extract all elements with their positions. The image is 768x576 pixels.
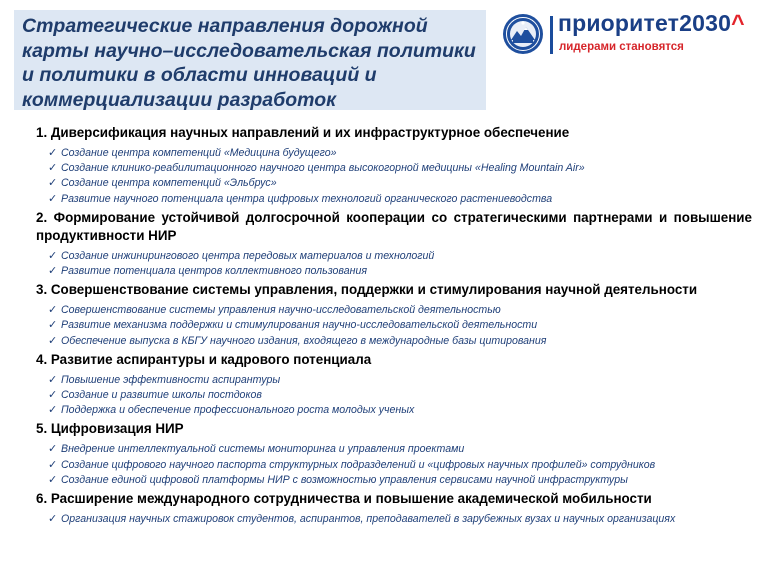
list-item <box>48 334 752 349</box>
section-title: 2. Формирование устойчивой долгосрочной кооперации со стратегическими партнерами и повышение продуктивности НИР <box>36 209 752 243</box>
section-items <box>36 373 752 419</box>
section-title: 4. Развитие аспирантуры и кадрового потенциала <box>36 351 372 367</box>
brand-wordmark <box>558 10 745 37</box>
list-item-text: Создание цифрового научного паспорта структурных подразделений и «цифровых научных профилей» сотрудников <box>61 458 656 471</box>
list-item <box>48 161 752 176</box>
priority-2030-logo <box>502 10 762 60</box>
list-item <box>48 176 752 191</box>
section-items <box>36 512 752 527</box>
checkmark-icon: ✓ <box>48 304 58 317</box>
brand-caret: ^ <box>731 10 745 36</box>
list-item <box>48 403 752 418</box>
list-item-text: Обеспечение выпуска в КБГУ научного издания, входящего в международные базы цитирования <box>61 334 547 347</box>
list-item-text: Создание единой цифровой платформы НИР с возможностью управления сервисами научной инфраструктуры <box>61 473 628 486</box>
checkmark-icon: ✓ <box>48 177 58 190</box>
brand-tagline: лидерами становятся <box>559 41 684 53</box>
list-item-text: Создание клинико-реабилитационного научного центра высокогорной медицины «Healing Mountain Air» <box>61 162 585 175</box>
list-item-text: Совершенствование системы управления научно-исследовательской деятельностью <box>61 304 501 317</box>
section-title: 1. Диверсификация научных направлений и их инфраструктурное обеспечение <box>36 125 570 140</box>
list-item-text: Создание центра компетенций «Медицина будущего» <box>61 147 337 159</box>
logo-divider <box>550 16 553 54</box>
list-item-text: Поддержка и обеспечение профессионального роста молодых ученых <box>61 404 415 417</box>
page-title: Стратегические направления дорожной карты научно–исследовательская политики и политики в области инноваций и коммерциализации разработок <box>22 15 476 111</box>
list-item-text: Развитие потенциала центров коллективного пользования <box>61 265 367 278</box>
university-emblem-icon <box>502 13 544 55</box>
section-title: 6. Расширение международного сотрудничества и повышение академической мобильности <box>36 491 652 507</box>
checkmark-icon: ✓ <box>48 319 58 332</box>
list-item <box>48 192 752 207</box>
list-item-text: Развитие механизма поддержки и стимулирования научно-исследовательской деятельности <box>61 319 538 332</box>
list-item <box>48 249 752 264</box>
section-items <box>36 303 752 349</box>
list-item <box>48 373 752 388</box>
brand-year: 2030 <box>679 10 732 36</box>
checkmark-icon: ✓ <box>48 265 58 278</box>
checkmark-icon: ✓ <box>48 404 58 417</box>
list-item <box>48 303 752 318</box>
checkmark-icon: ✓ <box>48 249 58 262</box>
brand-main: приоритет <box>558 10 680 36</box>
title-box <box>14 10 486 110</box>
list-item <box>48 458 752 473</box>
list-item-text: Создание инжинирингового центра передовых материалов и технологий <box>61 249 435 262</box>
checkmark-icon: ✓ <box>48 458 58 471</box>
checkmark-icon: ✓ <box>48 162 58 175</box>
list-item-text: Повышение эффективности аспирантуры <box>61 373 281 386</box>
section-items <box>36 442 752 488</box>
list-item <box>48 388 752 403</box>
checkmark-icon: ✓ <box>48 473 58 486</box>
checkmark-icon: ✓ <box>48 147 58 159</box>
checkmark-icon: ✓ <box>48 443 58 456</box>
list-item <box>48 146 752 161</box>
directions-list <box>36 124 752 529</box>
list-item <box>48 473 752 488</box>
section-title: 5. Цифровизация НИР <box>36 421 184 437</box>
list-item-text: Развитие научного потенциала центра цифровых технологий органического растениеводства <box>61 192 553 205</box>
checkmark-icon: ✓ <box>48 513 58 526</box>
list-item-text: Организация научных стажировок студентов, аспирантов, преподавателей в зарубежных вузах и научных организациях <box>61 513 676 526</box>
list-item-text: Создание и развитие школы постдоков <box>61 389 262 402</box>
list-item <box>48 512 752 527</box>
list-item <box>48 442 752 457</box>
list-item <box>48 318 752 333</box>
section-title: 3. Совершенствование системы управления, поддержки и стимулирования научной деятельности <box>36 282 698 298</box>
list-item-text: Внедрение интеллектуальной системы мониторинга и управления проектами <box>61 443 465 456</box>
checkmark-icon: ✓ <box>48 192 58 205</box>
section-items <box>36 249 752 279</box>
section-items <box>36 146 752 207</box>
list-item <box>48 264 752 279</box>
checkmark-icon: ✓ <box>48 373 58 386</box>
list-item-text: Создание центра компетенций «Эльбрус» <box>61 177 277 190</box>
checkmark-icon: ✓ <box>48 334 58 347</box>
checkmark-icon: ✓ <box>48 389 58 402</box>
